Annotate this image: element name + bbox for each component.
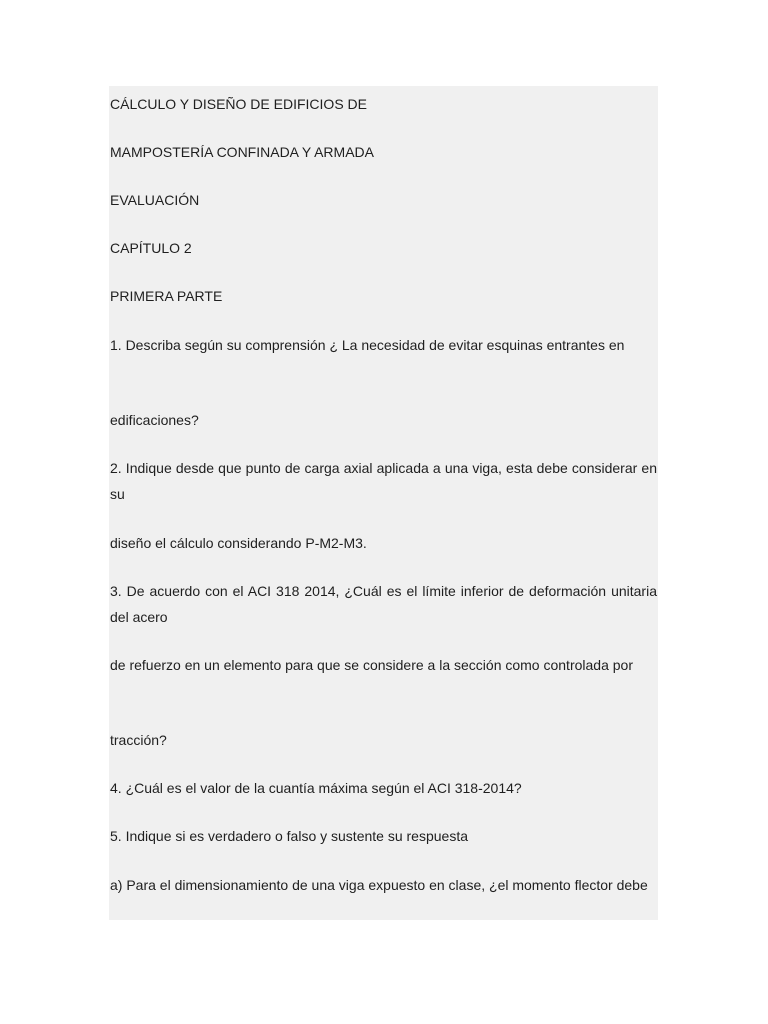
document-text-block bbox=[109, 86, 658, 920]
question-5: 5. Indique si es verdadero o falso y sustente su respuesta bbox=[110, 828, 468, 844]
question-1-line-1: 1. Describa según su comprensión ¿ La necesidad de evitar esquinas entrantes en bbox=[110, 337, 625, 353]
document-title-line-1: CÁLCULO Y DISEÑO DE EDIFICIOS DE bbox=[110, 96, 367, 112]
question-5a: a) Para el dimensionamiento de una viga expuesto en clase, ¿el momento flector debe bbox=[110, 877, 648, 893]
document-title-line-2: MAMPOSTERÍA CONFINADA Y ARMADA bbox=[110, 144, 374, 160]
question-3-line-3: tracción? bbox=[110, 732, 167, 748]
question-3-line-2: de refuerzo en un elemento para que se considere a la sección como controlada por bbox=[110, 657, 633, 673]
chapter-heading: CAPÍTULO 2 bbox=[110, 240, 192, 256]
evaluation-heading: EVALUACIÓN bbox=[110, 192, 200, 208]
question-4: 4. ¿Cuál es el valor de la cuantía máxima según el ACI 318-2014? bbox=[110, 780, 522, 796]
question-3-line-1: 3. De acuerdo con el ACI 318 2014, ¿Cuál es el límite inferior de deformación unitaria del acero bbox=[110, 583, 657, 625]
question-1-line-2: edificaciones? bbox=[110, 412, 199, 428]
question-2-line-1: 2. Indique desde que punto de carga axial aplicada a una viga, esta debe considerar en su bbox=[110, 460, 657, 502]
part-heading: PRIMERA PARTE bbox=[110, 288, 223, 304]
question-2-line-2: diseño el cálculo considerando P-M2-M3. bbox=[110, 535, 367, 551]
